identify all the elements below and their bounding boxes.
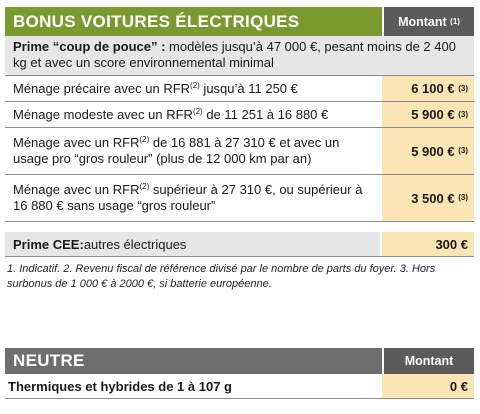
prime-cee-row bbox=[5, 232, 474, 257]
neutre-header bbox=[5, 348, 474, 374]
prime-coup-de-pouce bbox=[5, 36, 474, 76]
row-amount: 3 500 € (3) bbox=[382, 175, 474, 221]
table-row bbox=[5, 76, 474, 102]
table-row bbox=[5, 374, 474, 399]
row-label: Ménage précaire avec un RFR$^{(2)}$ jusqu’à 11 250 € bbox=[13, 80, 298, 96]
row-amount: 5 900 € (3) bbox=[382, 102, 474, 127]
row-label: Ménage modeste avec un RFR$^{(2)}$ de 11 251 à 16 880 € bbox=[13, 106, 329, 122]
prime-label: Prime “coup de pouce” : bbox=[13, 39, 166, 54]
row-amount: 300 € bbox=[382, 232, 474, 256]
row-label: Ménage avec un RFR$^{(2)}$ de 16 881 à 27 310 € et avec un usage pro “gros rouleur” (plus de 12 000 km par an) bbox=[13, 135, 340, 166]
row-amount: 0 € bbox=[382, 374, 474, 398]
amount-header-label: Montant bbox=[398, 14, 447, 29]
prime-text: modèles jusqu’à 47 000 €, pesant moins de 2 400 kg et avec un score environnemental minimal bbox=[13, 39, 456, 70]
neutre-table bbox=[5, 348, 474, 399]
row-label: Prime CEE: autres électriques bbox=[5, 232, 380, 256]
table-row bbox=[5, 128, 474, 175]
table-row bbox=[5, 175, 474, 222]
bonus-title: BONUS VOITURES ÉLECTRIQUES bbox=[5, 7, 382, 36]
row-amount: 6 100 € (3) bbox=[382, 76, 474, 101]
amount-column-header: Montant (1) bbox=[384, 7, 474, 36]
bonus-header bbox=[5, 7, 474, 36]
row-label: Ménage avec un RFR$^{(2)}$ supérieur à 27 310 €, ou supérieur à 16 880 € sans usage “gros rouleur” bbox=[13, 182, 363, 213]
bonus-table bbox=[5, 7, 474, 292]
row-amount: 5 900 € (3) bbox=[382, 128, 474, 174]
table-row bbox=[5, 102, 474, 128]
row-label: Thermiques et hybrides de 1 à 107 g bbox=[8, 378, 232, 394]
amount-column-header: Montant bbox=[384, 348, 474, 374]
footnotes: 1. Indicatif. 2. Revenu fiscal de référence divisé par le nombre de parts du foyer. 3. Hors surbonus de 1 000 € à 2000 €, si batterie européenne. bbox=[7, 263, 436, 290]
neutre-title: NEUTRE bbox=[5, 348, 382, 374]
